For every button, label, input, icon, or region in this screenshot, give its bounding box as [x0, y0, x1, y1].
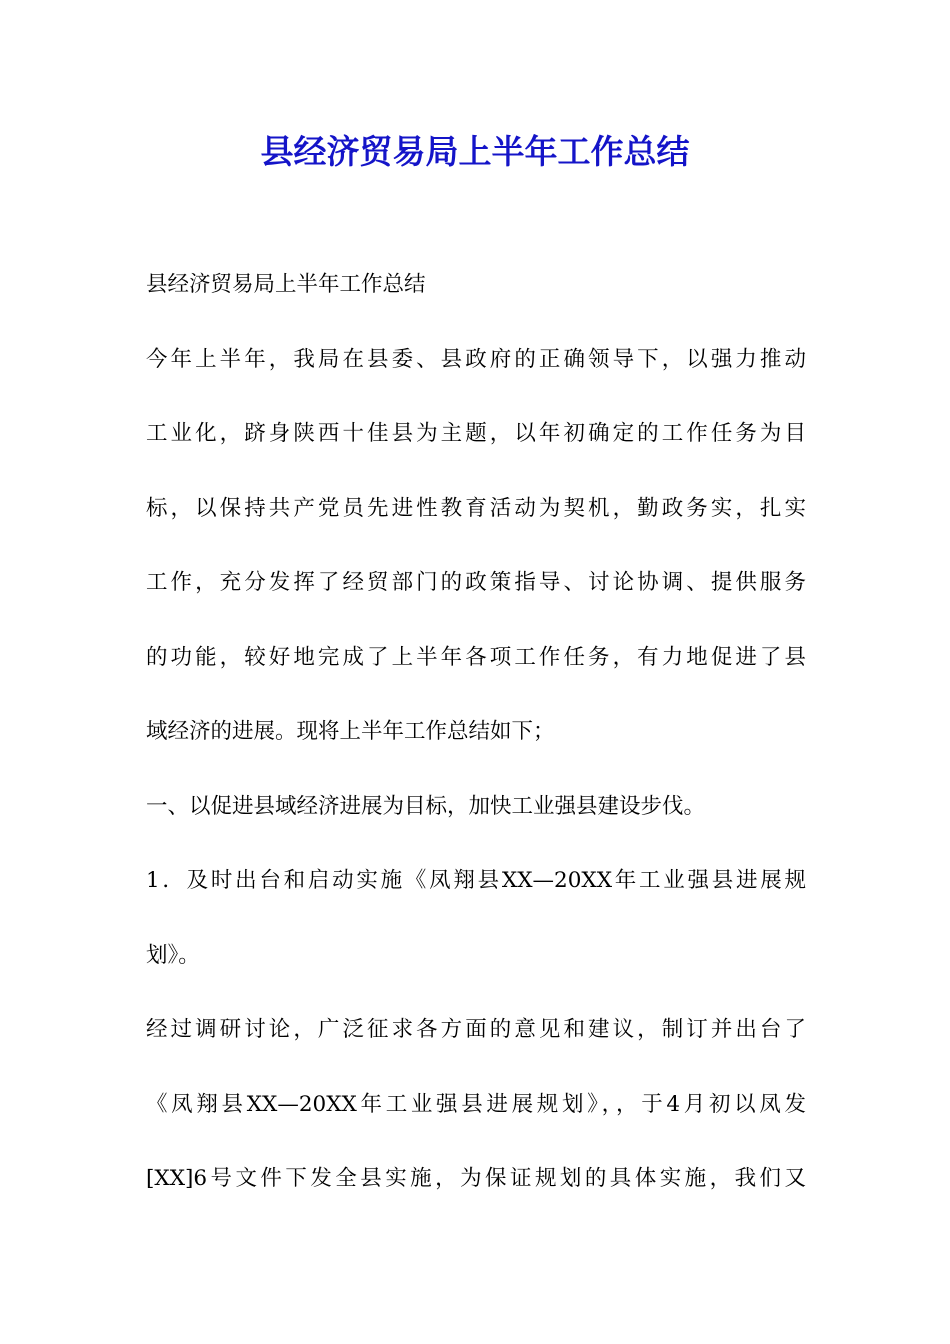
- body-line: 工业化，跻身陕西十佳县为主题，以年初确定的工作任务为目: [146, 421, 806, 446]
- body-line: 1．及时出台和启动实施《凤翔县XX—20XX年工业强县进展规: [146, 868, 806, 893]
- body-line: 一、以促进县域经济进展为目标，加快工业强县建设步伐。: [146, 793, 706, 819]
- body-line: 工作，充分发挥了经贸部门的政策指导、讨论协调、提供服务: [146, 570, 806, 595]
- document-title: 县经济贸易局上半年工作总结: [260, 132, 690, 171]
- body-line: 经过调研讨论，广泛征求各方面的意见和建议，制订并出台了: [146, 1017, 806, 1042]
- body-line: 域经济的进展。现将上半年工作总结如下；: [146, 719, 555, 744]
- body-line: 标，以保持共产党员先进性教育活动为契机，勤政务实，扎实: [146, 495, 806, 521]
- body-line: 县经济贸易局上半年工作总结: [146, 272, 426, 297]
- document-body: [146, 265, 806, 1234]
- body-line: [XX]6号文件下发全县实施，为保证规划的具体实施，我们又: [146, 1166, 806, 1191]
- body-line: 划》。: [146, 942, 200, 968]
- body-line: 《凤翔县XX—20XX年工业强县进展规划》，，于4月初以凤发: [146, 1091, 806, 1117]
- body-line: 今年上半年，我局在县委、县政府的正确领导下，以强力推动: [146, 346, 806, 372]
- body-line: 的功能，较好地完成了上半年各项工作任务，有力地促进了县: [146, 644, 806, 670]
